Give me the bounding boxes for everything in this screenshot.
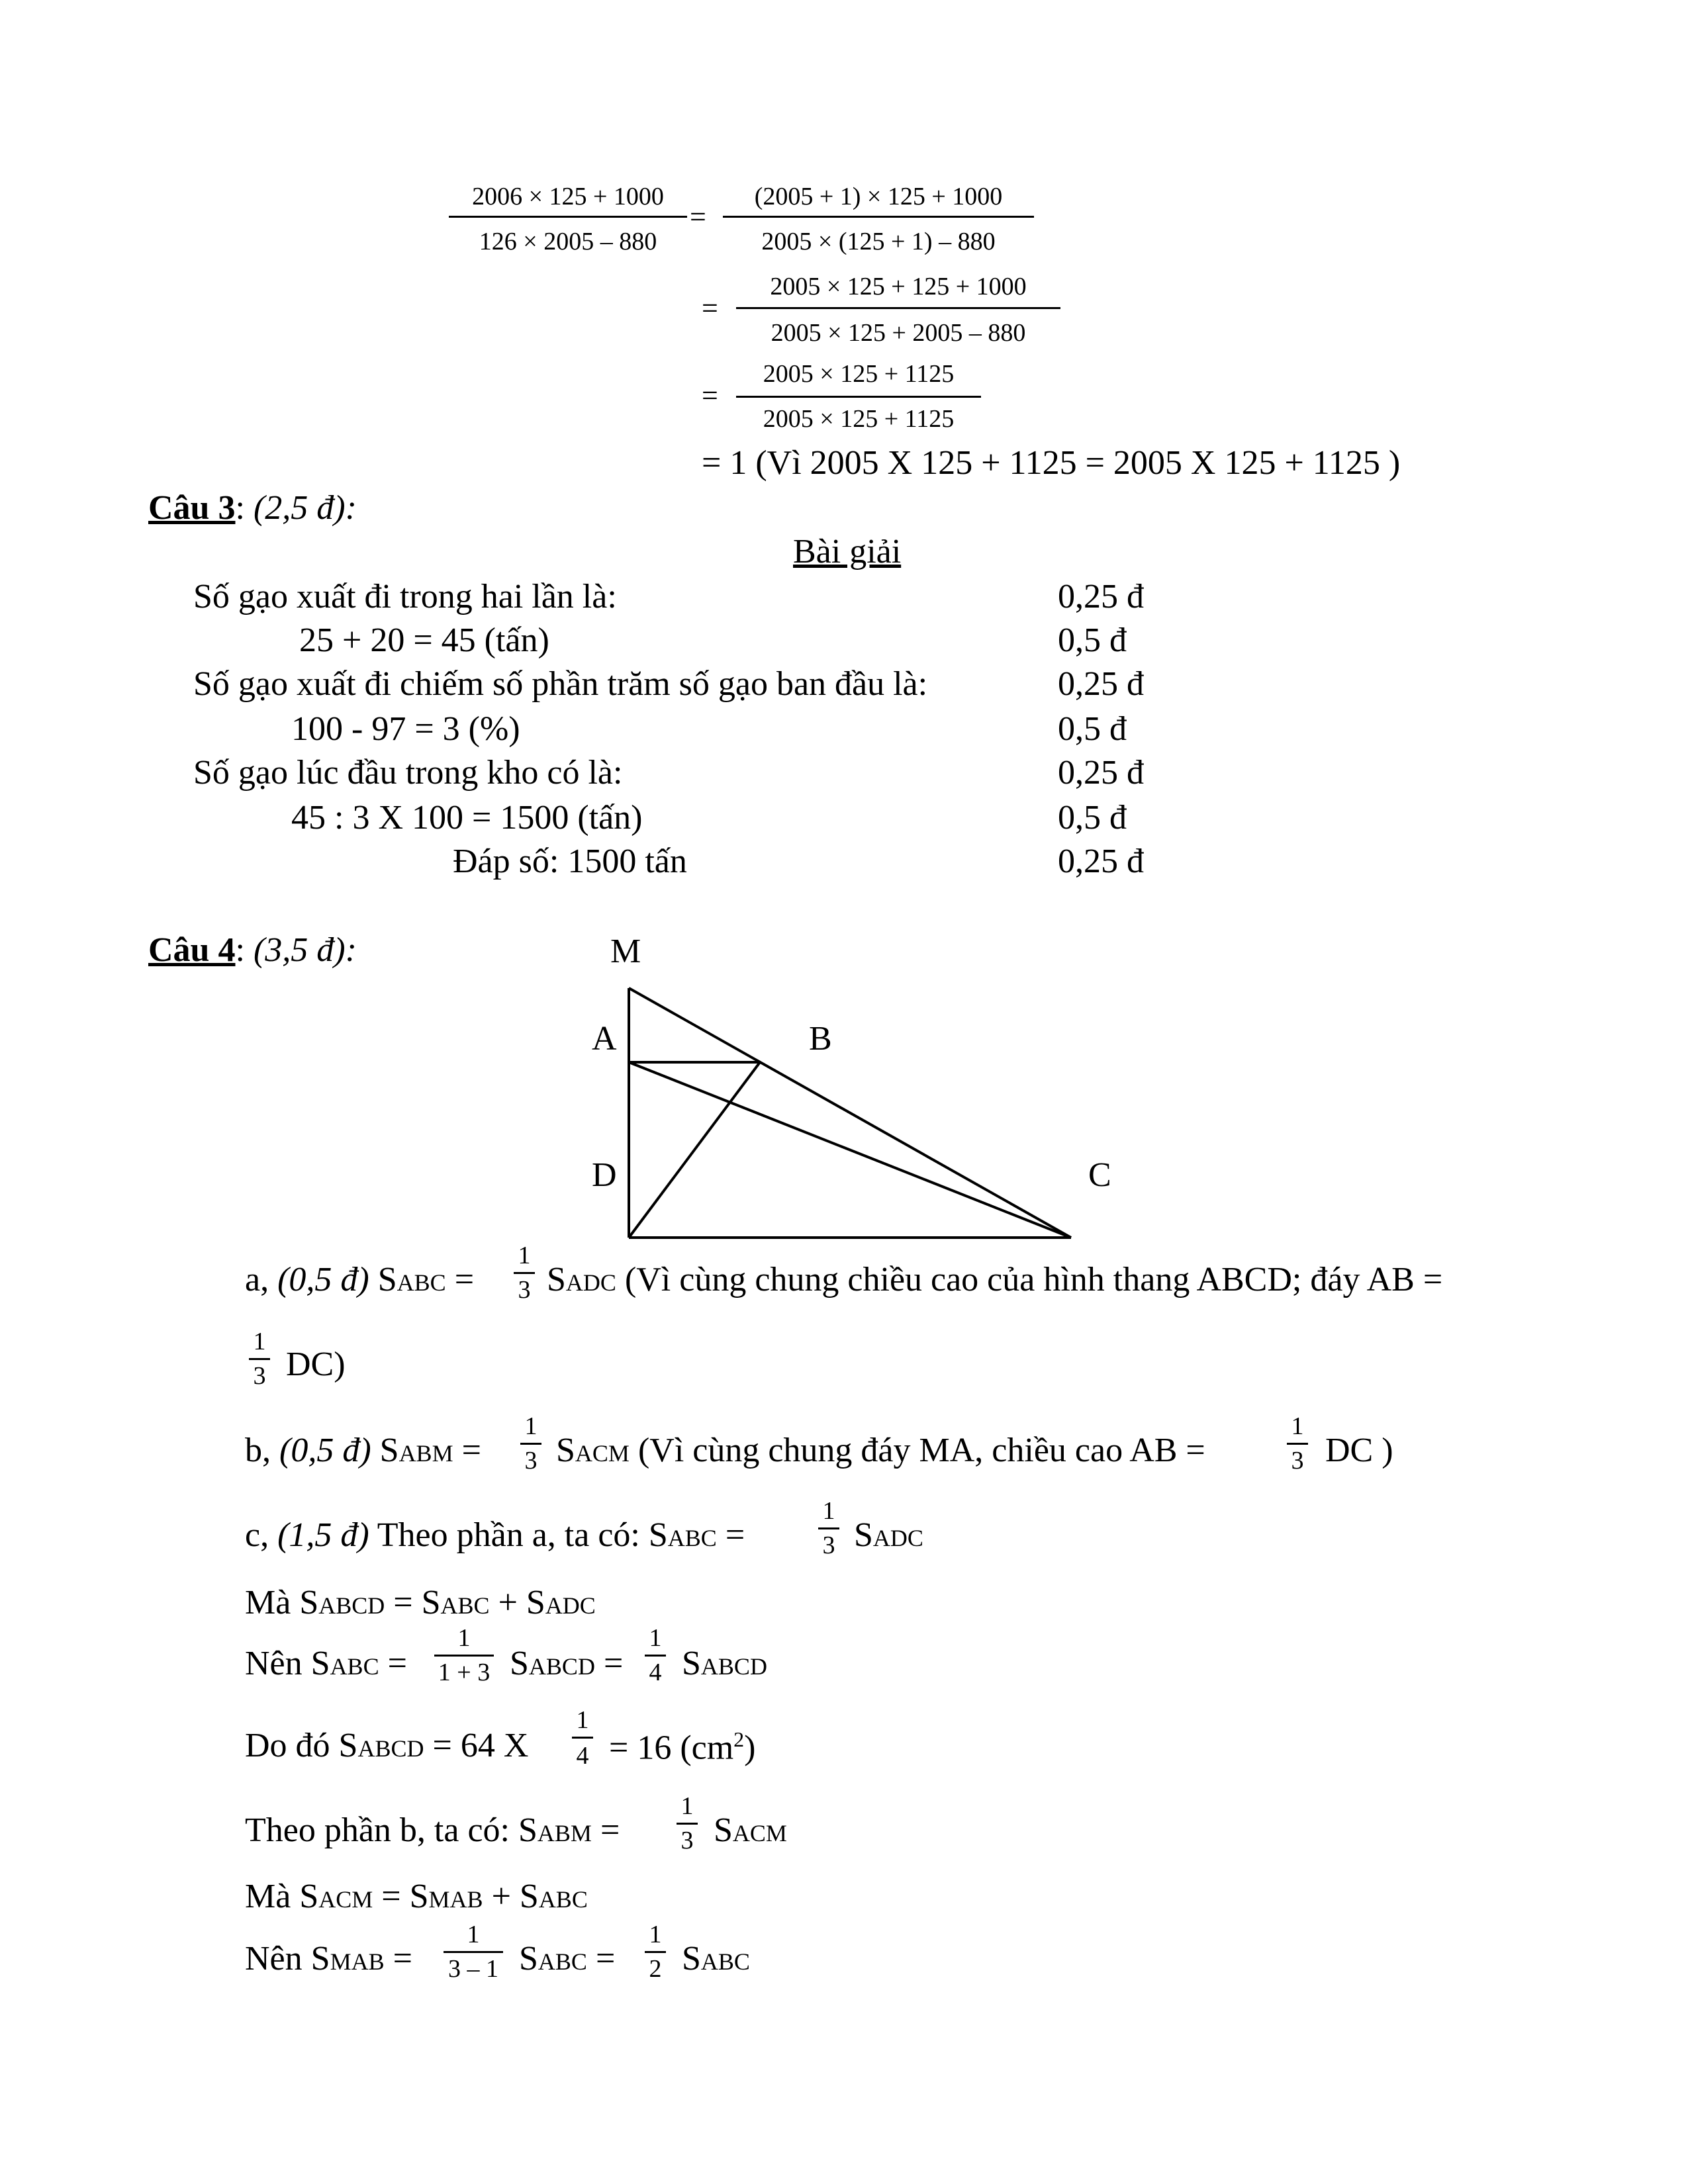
part-c-points: (1,5 đ): [277, 1516, 369, 1554]
frac-a-num: 1: [518, 1242, 531, 1269]
frac-b2-den: 3: [1291, 1447, 1304, 1475]
cau4-label: Câu 4: [148, 931, 236, 969]
fraction-3-numerator: 2005 × 125 + 125 + 1000: [770, 273, 1027, 300]
point-label-B: B: [809, 1020, 832, 1058]
frac-a2-num: 1: [253, 1328, 266, 1355]
row-text: Đáp số: 1500 tấn: [453, 842, 687, 880]
frac-a2-bar: [249, 1358, 270, 1360]
line-theo-b-end: SACM: [714, 1811, 787, 1849]
frac-l6-bar: [444, 1951, 503, 1953]
row-text: Số gạo lúc đầu trong kho có là:: [193, 754, 623, 792]
line-do-do: Do đó SABCD = 64 X: [245, 1727, 529, 1764]
part-a-tail: DC): [286, 1345, 346, 1383]
frac-l4-num: 1: [680, 1792, 694, 1820]
frac-c-den: 3: [822, 1531, 835, 1559]
frac-l2-num: 1: [457, 1624, 471, 1652]
frac-l4-den: 3: [680, 1827, 694, 1854]
row-score: 0,5 đ: [1058, 799, 1127, 837]
point-label-A: A: [592, 1020, 617, 1058]
row-text: 100 - 97 = 3 (%): [291, 710, 520, 748]
line-ma-2: Mà SACM = SMAB + SABC: [245, 1878, 588, 1915]
result-line: = 1 (Vì 2005 X 125 + 1125 = 2005 X 125 + 1125 ): [702, 444, 1401, 482]
line-nen-2: Nên SMAB =: [245, 1940, 412, 1978]
point-label-M: M: [610, 933, 641, 970]
part-a-points: (0,5 đ): [277, 1261, 369, 1298]
frac-l3-bar: [572, 1737, 593, 1739]
line-theo-b: Theo phần b, ta có: SABM =: [245, 1811, 620, 1849]
frac-l2b-den: 4: [649, 1659, 662, 1686]
frac-b2-bar: [1287, 1443, 1308, 1445]
frac-l6-den: 3 – 1: [448, 1955, 498, 1983]
equals-3: =: [702, 379, 718, 412]
fraction-1-numerator: 2006 × 125 + 1000: [472, 183, 664, 210]
frac-l6b-den: 2: [649, 1955, 662, 1983]
line-nen-1-end: SABCD: [682, 1645, 767, 1682]
part-c-rest: SADC: [854, 1516, 923, 1554]
part-a-line: a, (0,5 đ) SABC =: [245, 1261, 475, 1298]
frac-a-den: 3: [518, 1276, 531, 1304]
row-text: 45 : 3 X 100 = 1500 (tấn): [291, 799, 643, 837]
row-score: 0,25 đ: [1058, 665, 1144, 703]
frac-l2-den: 1 + 3: [438, 1659, 491, 1686]
point-label-D: D: [592, 1156, 617, 1194]
line-nen-1: Nên SABC =: [245, 1645, 407, 1682]
fraction-2-denominator: 2005 × (125 + 1) – 880: [761, 228, 996, 255]
line-ma-1: Mà SABCD = SABC + SADC: [245, 1584, 596, 1621]
fraction-4-numerator: 2005 × 125 + 1125: [763, 360, 955, 388]
frac-l4-bar: [677, 1823, 698, 1825]
row-score: 0,5 đ: [1058, 710, 1127, 748]
frac-l6-num: 1: [467, 1921, 480, 1948]
equals-2: =: [702, 292, 718, 324]
line-nen-2-end: SABC: [682, 1940, 750, 1978]
bai-giai-title: Bài giải: [793, 533, 902, 570]
frac-b2-num: 1: [1291, 1412, 1304, 1440]
frac-l3-den: 4: [576, 1742, 589, 1770]
fraction-1-denominator: 126 × 2005 – 880: [479, 228, 657, 255]
part-a-rest: SADC (Vì cùng chung chiều cao của hình thang ABCD; đáy AB =: [547, 1261, 1443, 1298]
cau3-heading: Câu 3: (2,5 đ):: [148, 489, 357, 527]
cau4-heading: Câu 4: (3,5 đ):: [148, 931, 357, 969]
part-b-points: (0,5 đ): [279, 1432, 371, 1469]
frac-b-num: 1: [524, 1412, 538, 1440]
row-text: 25 + 20 = 45 (tấn): [299, 621, 549, 659]
row-score: 0,25 đ: [1058, 578, 1144, 615]
frac-c-num: 1: [822, 1497, 835, 1525]
part-c-line: c, (1,5 đ) Theo phần a, ta có: SABC =: [245, 1516, 745, 1554]
frac-b-den: 3: [524, 1447, 538, 1475]
equals-1: =: [690, 201, 706, 233]
row-text: Số gạo xuất đi trong hai lần là:: [193, 578, 617, 615]
frac-l2-bar: [434, 1655, 494, 1657]
line-nen-1-mid: SABCD =: [510, 1645, 624, 1682]
row-score: 0,25 đ: [1058, 754, 1144, 792]
row-score: 0,25 đ: [1058, 842, 1144, 880]
line-nen-2-mid: SABC =: [519, 1940, 616, 1978]
frac-l3-num: 1: [576, 1706, 589, 1734]
row-text: Số gạo xuất đi chiếm số phần trăm số gạo ban đầu là:: [193, 665, 928, 703]
point-label-C: C: [1088, 1156, 1111, 1194]
cau3-label: Câu 3: [148, 489, 236, 527]
frac-b-bar: [520, 1443, 541, 1445]
frac-l6b-num: 1: [649, 1921, 662, 1948]
frac-l2b-num: 1: [649, 1624, 662, 1652]
edge-MC: [629, 988, 1071, 1238]
cau3-points: (2,5 đ):: [253, 489, 357, 527]
part-b-rest: SACM (Vì cùng chung đáy MA, chiều cao AB =: [556, 1432, 1205, 1469]
frac-a2-den: 3: [253, 1362, 266, 1390]
part-b-line: b, (0,5 đ) SABM =: [245, 1432, 481, 1469]
frac-a-bar: [514, 1272, 535, 1274]
cau4-points: (3,5 đ):: [253, 931, 357, 969]
fraction-2-numerator: (2005 + 1) × 125 + 1000: [754, 183, 1003, 210]
frac-c-bar: [818, 1527, 839, 1529]
line-do-do-end: = 16 $(cm^2)$: [609, 1727, 756, 1767]
part-b-tail: DC ): [1325, 1432, 1393, 1469]
fraction-4-denominator: 2005 × 125 + 1125: [763, 405, 955, 433]
row-score: 0,5 đ: [1058, 621, 1127, 659]
frac-l6b-bar: [645, 1951, 666, 1953]
fraction-3-denominator: 2005 × 125 + 2005 – 880: [771, 319, 1026, 347]
frac-l2b-bar: [645, 1655, 666, 1657]
